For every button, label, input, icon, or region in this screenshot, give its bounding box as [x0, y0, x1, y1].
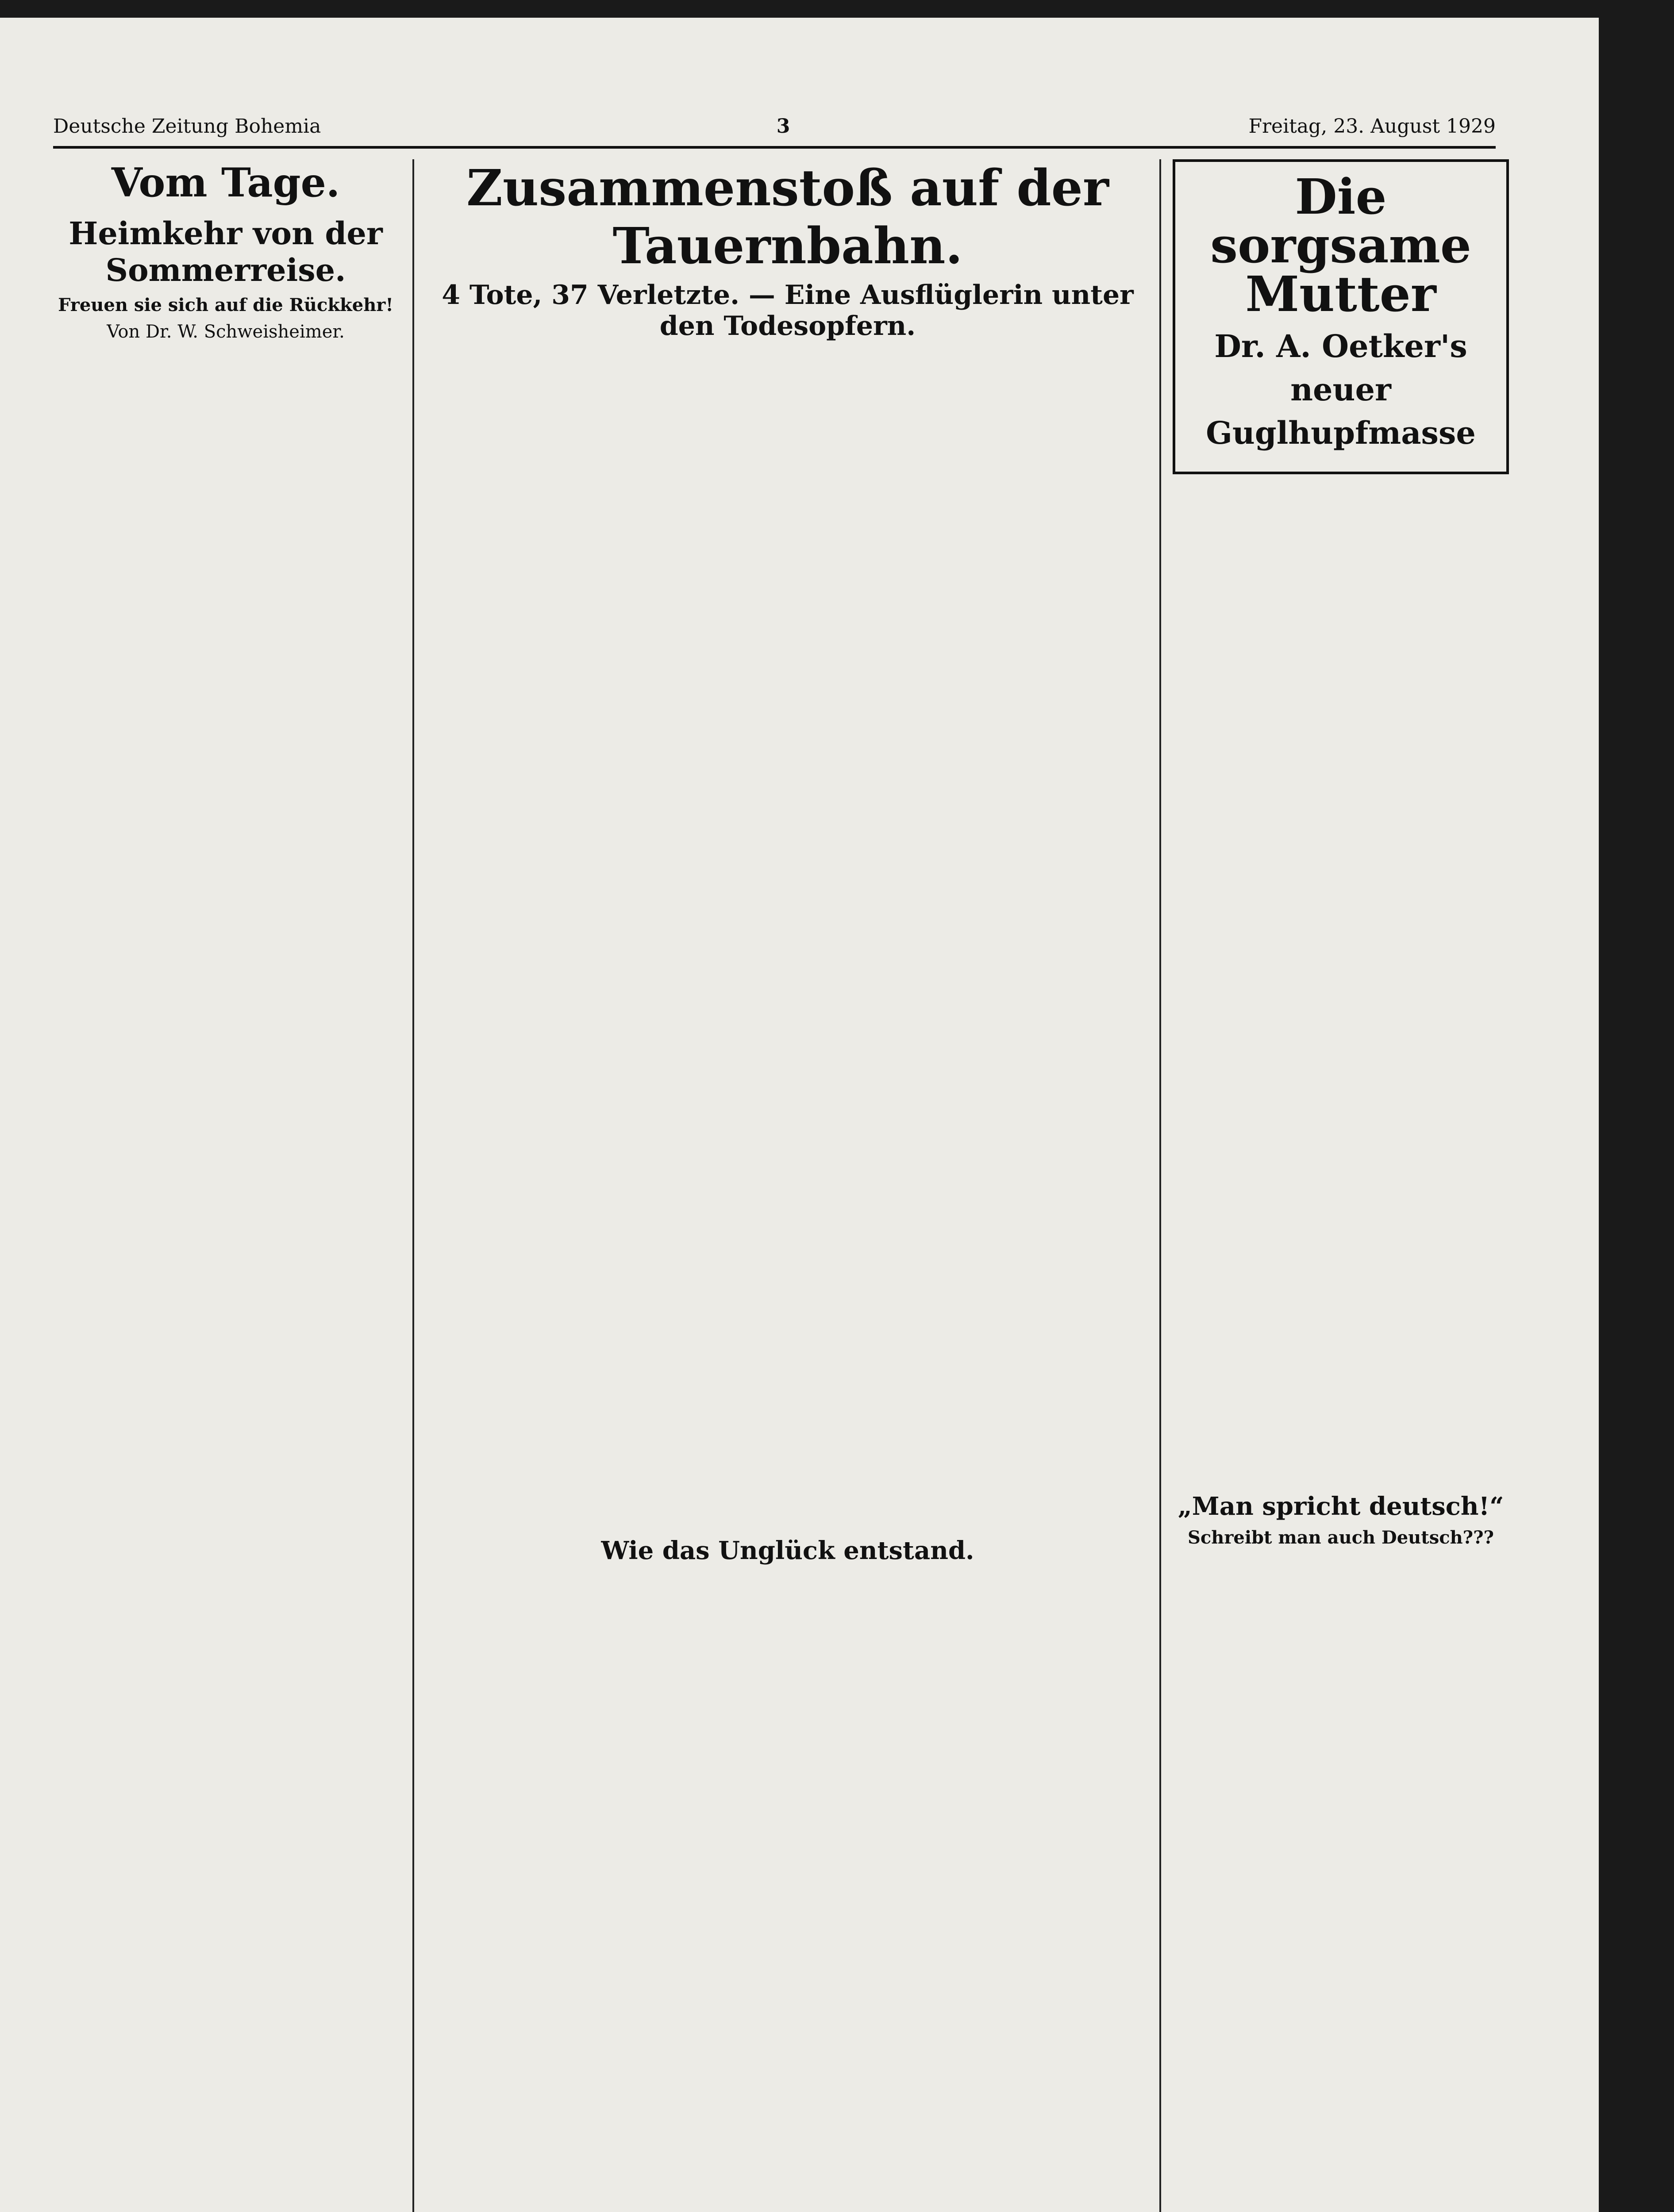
subheadline: 4 Tote, 37 Verletzte. — Eine Ausflüglerin unter den Todesopfern. [442, 280, 1134, 342]
scan-right-border [1599, 0, 1674, 2212]
dek: Freuen sie sich auf die Rückkehr! [58, 295, 393, 315]
scan-top-border [0, 0, 1674, 18]
byline: Von Dr. W. Schweisheimer. [107, 322, 345, 342]
advertisement [1173, 159, 1509, 474]
column-1 [49, 159, 403, 2212]
column-2 [425, 159, 1151, 2212]
ad-logo: Die sorgsame Mutter [1210, 168, 1471, 323]
ad-brand: Dr. A. Oetker's neuer Guglhupfmasse [1206, 328, 1476, 451]
dek: Schreibt man auch Deutsch??? [1188, 1527, 1494, 1548]
section-title: Vom Tage. [111, 159, 340, 206]
section-heading: Wie das Unglück entstand. [601, 1536, 974, 1565]
column-rule [1159, 159, 1161, 2212]
page-header [53, 106, 1496, 149]
paper-name: Deutsche Zeitung Bohemia [53, 115, 321, 138]
headline: Zusammenstoß auf der Tauernbahn. [466, 159, 1109, 275]
headline: Heimkehr von der Sommerreise. [69, 215, 383, 288]
column-rule [412, 159, 414, 2212]
page-number: 3 [776, 115, 790, 138]
column-3 [1173, 159, 1509, 2212]
issue-date: Freitag, 23. August 1929 [1248, 115, 1496, 138]
section-heading: „Man spricht deutsch!“ [1178, 1492, 1504, 1521]
